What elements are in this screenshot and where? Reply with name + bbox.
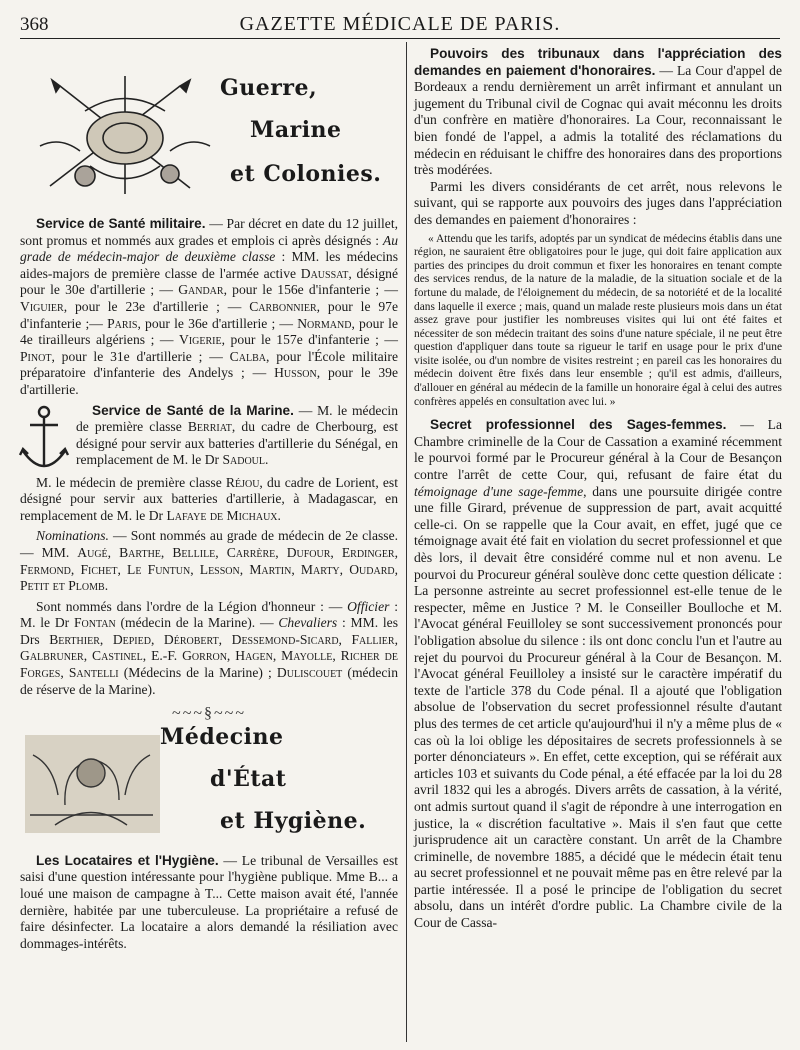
ornament-divider: ~~~§~~~	[172, 705, 246, 723]
text: , pour le 157e d'infanterie ; —	[221, 332, 398, 348]
journal-title: GAZETTE MÉDICALE DE PARIS.	[239, 13, 561, 35]
heading-sante-militaire: Service de Santé militaire.	[36, 216, 206, 231]
text: , pour le 156e d'infanterie ; —	[223, 282, 399, 298]
person-names: Berthier, Depied, Dérobert, Dessemond-Sicard, Fallier, Galbruner, Castinel, E.-F. Gorron, Hagen, Mayolle, Richer de Forges, Santelli	[20, 631, 398, 681]
page-header	[20, 8, 780, 39]
text: , du cadre de Cherbourg, est désigné pour servir aux batteries d'artillerie du Sénégal, en remplacement de M. le Dr	[76, 419, 398, 468]
italic-heading: Nominations.	[36, 528, 109, 544]
person-name: Vigerie	[179, 332, 222, 348]
person-name: Berriat	[187, 419, 232, 435]
text: , pour le 39e d'artillerie.	[20, 365, 398, 397]
text: — La Cour d'appel de Bordeaux a rendu dernièrement un arrêt infirmant et annulant un jugement du Tribunal civil de Cognac qui avait méconnu les droits d'un confrère en matière d'honoraires. La Cour, reconnaissant le bien fondé de l'appel, a admis la totalité des réclamations du médecin en réduisant le chiffre des honoraires dans des proportions très modérées.	[414, 62, 782, 178]
section-title-hygiene: et Hygiène.	[220, 807, 367, 834]
text: , pour le 97e d'infanterie ;—	[20, 298, 398, 331]
italic-text: Chevaliers	[278, 615, 338, 631]
paragraph-legion-honneur	[20, 599, 398, 699]
section-header-guerre	[20, 46, 398, 216]
person-name: Carbonnier	[249, 298, 317, 314]
italic-text: témoignage d'une sage-femme	[414, 483, 584, 499]
heading-pouvoirs: Pouvoirs des tribunaux dans l'appréciation des demandes en paiement d'honoraires.	[414, 46, 782, 78]
person-names: Augé, Barthe, Bellile, Carrère, Dufour, Erdinger, Fermond, Fichet, Le Funtun, Lesson, Martin, Marty, Oudard, Petit et Plomb	[20, 544, 399, 594]
text: — Sont nommés au grade de médecin de 2e classe. — MM.	[20, 528, 398, 560]
paragraph-considerants: Parmi les divers considérants de cet arrêt, nous relevons le suivant, qui se rapporte aux pouvoirs des juges dans l'appréciation des demandes en paiement d'honoraires :	[414, 178, 782, 227]
person-name: Paris	[107, 315, 138, 331]
text: , pour le 36e d'artillerie ; —	[137, 315, 298, 331]
text: : M. le Dr	[20, 598, 398, 631]
person-name: Réjou	[225, 474, 260, 490]
text: , du cadre de Lorient, est désigné pour servir aux batteries d'artillerie, à Madagascar, en remplacement de M. le Dr	[20, 474, 398, 523]
text: M. le médecin de première classe	[36, 474, 226, 490]
paragraph-sante-militaire	[20, 216, 398, 399]
section-title-colonies: et Colonies.	[230, 161, 382, 187]
quote-text: « Attendu que les tarifs, adoptés par un syndicat de médecins établis dans une région, ne sauraient être obligatoires pour le juge, qui doit faire application aux parties des principes du droit commun et fixer les honoraires en tenant compte des services rendus, de la nature de la maladie, de la situation sociale et de la fortune du malade, de l'éloignement du médecin, de sa notoriété et de la localité dans laquelle il exerce ; mais, quand un malade reste plusieurs mois dans un état assez grave pour justifier les nombreuses visites qui lui ont été faites et nécessiter de son médecin traitant des soins d'une nature spéciale, il ne peut être question d'appliquer dans toute sa rigueur le tarif en usage pour le prix d'une visite isolée, ou d'un nombre de visites restreint ; en pareil cas les honoraires du médecin doivent être fixés dans leur ensemble ; qu'il est admis, d'ailleurs, d'allouer en général au médecin de la famille un honoraire égal à celui des autres confrères appelés en consultation avec lui. »	[414, 232, 782, 408]
text: — M. le médecin de première classe	[76, 402, 399, 435]
text: (médecin de la Marine). —	[115, 615, 279, 631]
paragraph-rejou	[20, 475, 398, 525]
person-name: Normand	[297, 315, 352, 331]
anchor-icon	[18, 405, 70, 475]
military-trophy-engraving	[30, 76, 220, 196]
heading-locataires: Les Locataires et l'Hygiène.	[36, 852, 219, 868]
paragraph-nominations	[20, 528, 398, 594]
section-header-hygiene	[20, 725, 398, 845]
person-name: Duliscouet	[276, 665, 343, 681]
text: .	[277, 507, 281, 523]
text: , désigné pour le 30e d'artillerie ; —	[20, 265, 398, 298]
text: : MM. les médecins aides-majors de première classe de l'armée active	[20, 249, 398, 281]
section-title-etat: d'État	[210, 765, 287, 792]
text: .	[265, 452, 269, 468]
left-column	[20, 46, 398, 952]
page-number: 368	[20, 14, 49, 35]
italic-text: Au grade de médecin-major de deuxième classe	[20, 232, 398, 265]
person-name: Gandar	[178, 282, 224, 298]
heading-secret-professionnel: Secret professionnel des Sages-femmes.	[430, 417, 727, 433]
right-column	[414, 46, 782, 932]
medical-bust-engraving	[25, 735, 160, 833]
text: , pour le 31e d'artillerie ; —	[51, 348, 230, 364]
person-name: Viguier	[20, 298, 64, 314]
text: , pour le 23e d'artillerie ; —	[63, 298, 250, 314]
person-name: Sadoul	[222, 452, 266, 468]
person-name: Husson	[274, 365, 317, 381]
text: (Médecins de la Marine) ;	[118, 665, 277, 681]
text: Sont nommés dans l'ordre de la Légion d'honneur : —	[36, 598, 348, 614]
person-name: Fontan	[73, 615, 116, 631]
text: , pour l'École militaire préparatoire d'infanterie des Andelys ; —	[20, 348, 398, 381]
text: (médecin de réserve de la Marine).	[20, 665, 398, 697]
paragraph-locataires	[20, 853, 398, 953]
italic-text: Officier	[347, 598, 390, 614]
paragraph-pouvoirs	[414, 46, 782, 179]
quoted-judgment	[414, 233, 782, 410]
column-divider	[406, 42, 407, 1042]
text: , pour le 4e tirailleurs algériens ; —	[20, 315, 398, 348]
section-title-marine: Marine	[250, 117, 342, 143]
text: : MM. les Drs	[20, 615, 398, 647]
text: — La Chambre criminelle de la Cour de Cassation a examiné récemment le pourvoi formé par le Procureur général à la Cour de Besançon contre l'arrêt de cette Cour, qui, refusant de faire état du	[414, 417, 782, 483]
section-title-guerre: Guerre,	[220, 75, 318, 101]
text: — Le tribunal de Versailles est saisi d'une question intéressante pour l'hygiène publique. Mme B... a loué une maison de campagne à T... Cette maison avait été, l'année dernière, habitée par une tuberculeuse. La propriétaire a refusé de faire désinfecter. La locataire a alors demandé la résiliation avec dommages-intérêts.	[20, 852, 399, 951]
text: , dans une poursuite dirigée contre une fille Girard, prévenue de suppression de part, avait acquitté celle-ci. On se rappelle que la Cour avait, en effet, jugé que ce témoignage avait été fait en violation du secret professionnel et que dès lors, il devait être considéré comme nul et non avenu. Le pourvoi du Procureur général soulève donc cette question délicate : La personne astreinte au secret professionnel est-elle tenue de le respecter, même en Justice ? M. le Conseiller Boulloche et M. l'Avocat général Feuilloley se sont successivement prononcés pour l'obligation absolue du silence : ils ont donc conclu l'un et l'autre au rejet du pourvoi du Procureur général à la Cour de Besançon. M. l'Avocat général Feuilloley a insisté sur le caractère impératif du texte de l'article 378 du Code pénal. Il a ajouté que l'obligation absolue de l'observation du secret professionnel résulte d'autant plus des termes de cet article qu'aujourd'hui il n'y a même plus de « cas où la loi oblige les dépositaires de secrets professionnels à se porter dénonciateurs ». En effet, cette exception, qui se référait aux articles 103 et suivants du Code pénal, a été effacée par la loi du 28 avril 1832 qui les a abrogés. Divers arrêts de cassation, à la vérité, ont admis surtout quand il s'agit de répondre à une interrogation en justice, la « discrétion facultative ». Mais il s'en faut que cette jurisprudence ait un caractère constant. Un arrêt de la Chambre criminelle, de novembre 1885, a décidé que le médecin était tenu au secret professionnel et ne pouvait même pas en être relevé par la partie intéressée. Il a posé le principe de l'obligation du secret absolu, dans un intérêt d'ordre public. La Chambre civile de la Cour de Cassa-	[414, 483, 782, 931]
paragraph-secret-professionnel	[414, 417, 782, 931]
text: .	[104, 578, 109, 594]
person-name: Daussat	[300, 265, 349, 281]
heading-sante-marine: Service de Santé de la Marine.	[92, 402, 294, 418]
text: — Par décret en date du 12 juillet, sont promus et nommés aux grades et emplois ci après désignés :	[20, 216, 398, 248]
person-name: Lafaye de Michaux	[166, 507, 278, 523]
section-title-medecine: Médecine	[160, 723, 284, 750]
paragraph-sante-marine	[20, 403, 398, 469]
person-name: Pinot	[20, 348, 52, 364]
person-name: Calba	[229, 348, 266, 364]
